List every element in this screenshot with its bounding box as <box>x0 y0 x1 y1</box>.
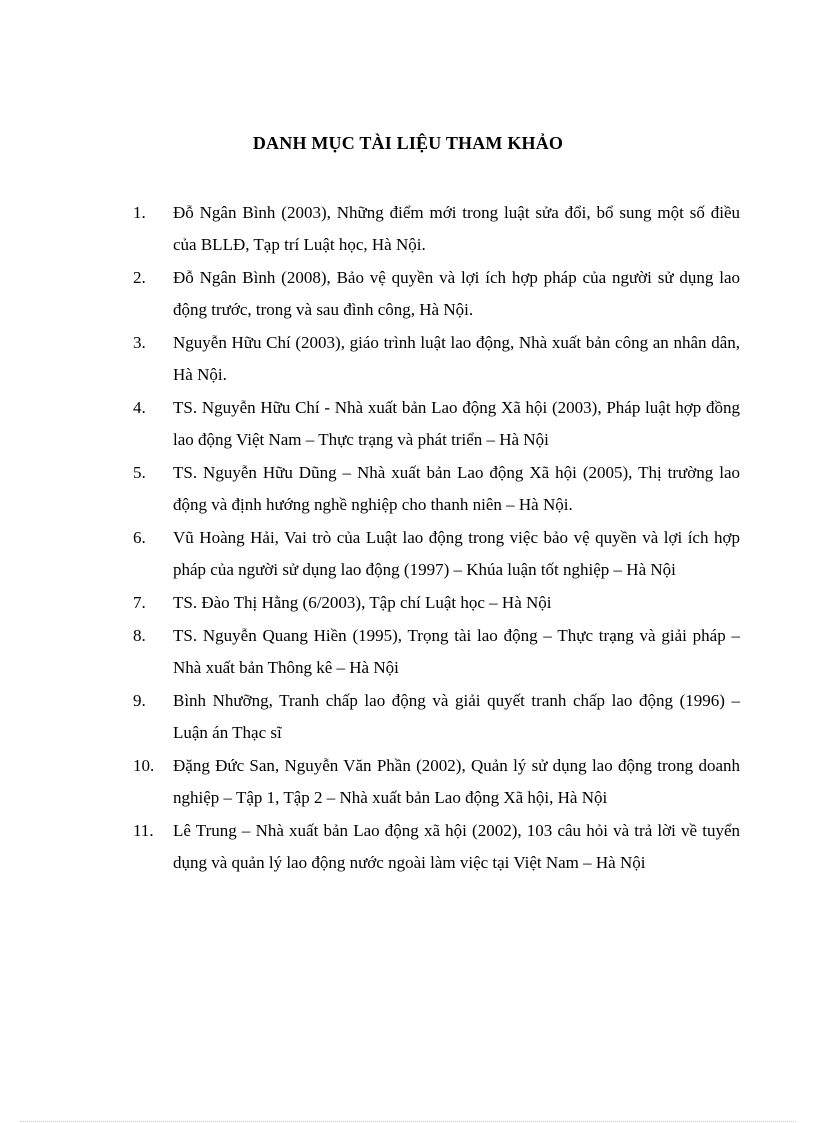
reference-number: 7. <box>133 593 146 612</box>
reference-text: Đỗ Ngân Bình (2003), Những điểm mới trong luật sửa đổi, bổ sung một số điều của BLLĐ, Tạp trí Luật học, Hà Nội. <box>173 203 740 254</box>
reference-item <box>133 522 740 586</box>
reference-number: 4. <box>133 398 146 417</box>
reference-number: 10. <box>133 756 155 775</box>
reference-item <box>133 587 740 619</box>
reference-text: Đỗ Ngân Bình (2008), Bảo vệ quyền và lợi ích hợp pháp của người sử dụng lao động trước, trong và sau đình công, Hà Nội. <box>173 268 740 319</box>
reference-item <box>133 327 740 391</box>
reference-text: Đặng Đức San, Nguyễn Văn Phần (2002), Quản lý sử dụng lao động trong doanh nghiệp – Tập 1, Tập 2 – Nhà xuất bản Lao động Xã hội, Hà Nội <box>173 756 740 807</box>
reference-item <box>133 262 740 326</box>
reference-text: TS. Nguyễn Quang Hiền (1995), Trọng tài lao động – Thực trạng và giải pháp – Nhà xuất bản Thông kê – Hà Nội <box>173 626 740 677</box>
reference-text: Bình Nhưỡng, Tranh chấp lao động và giải quyết tranh chấp lao động (1996) – Luận án Thạc sĩ <box>173 691 740 742</box>
reference-item <box>133 685 740 749</box>
reference-text: Nguyễn Hữu Chí (2003), giáo trình luật lao động, Nhà xuất bản công an nhân dân, Hà Nội. <box>173 333 740 384</box>
reference-number: 2. <box>133 268 146 287</box>
reference-text: TS. Nguyễn Hữu Chí - Nhà xuất bản Lao động Xã hội (2003), Pháp luật hợp đồng lao động Việt Nam – Thực trạng và phát triển – Hà Nội <box>173 398 740 449</box>
reference-item <box>133 392 740 456</box>
reference-number: 11. <box>133 821 154 840</box>
reference-text: TS. Nguyễn Hữu Dũng – Nhà xuất bản Lao động Xã hội (2005), Thị trường lao động và định hướng nghề nghiệp cho thanh niên – Hà Nội. <box>173 463 740 514</box>
reference-item <box>133 457 740 521</box>
reference-number: 5. <box>133 463 146 482</box>
page-bottom-divider <box>20 1121 796 1122</box>
reference-number: 1. <box>133 203 146 222</box>
reference-item <box>133 815 740 879</box>
reference-number: 9. <box>133 691 146 710</box>
reference-text: Vũ Hoàng Hải, Vai trò của Luật lao động trong việc bảo vệ quyền và lợi ích hợp pháp của người sử dụng lao động (1997) – Khúa luận tốt nghiệp – Hà Nội <box>173 528 740 579</box>
reference-number: 6. <box>133 528 146 547</box>
reference-item <box>133 197 740 261</box>
reference-number: 8. <box>133 626 146 645</box>
page-title: DANH MỤC TÀI LIỆU THAM KHẢO <box>252 133 564 153</box>
reference-item <box>133 620 740 684</box>
reference-text: TS. Đào Thị Hằng (6/2003), Tập chí Luật học – Hà Nội <box>173 593 552 612</box>
reference-item <box>133 750 740 814</box>
reference-number: 3. <box>133 333 146 352</box>
reference-list <box>133 197 740 880</box>
reference-text: Lê Trung – Nhà xuất bản Lao động xã hội (2002), 103 câu hỏi và trả lời về tuyển dụng và quản lý lao động nước ngoài làm việc tại Việt Nam – Hà Nội <box>173 821 740 872</box>
